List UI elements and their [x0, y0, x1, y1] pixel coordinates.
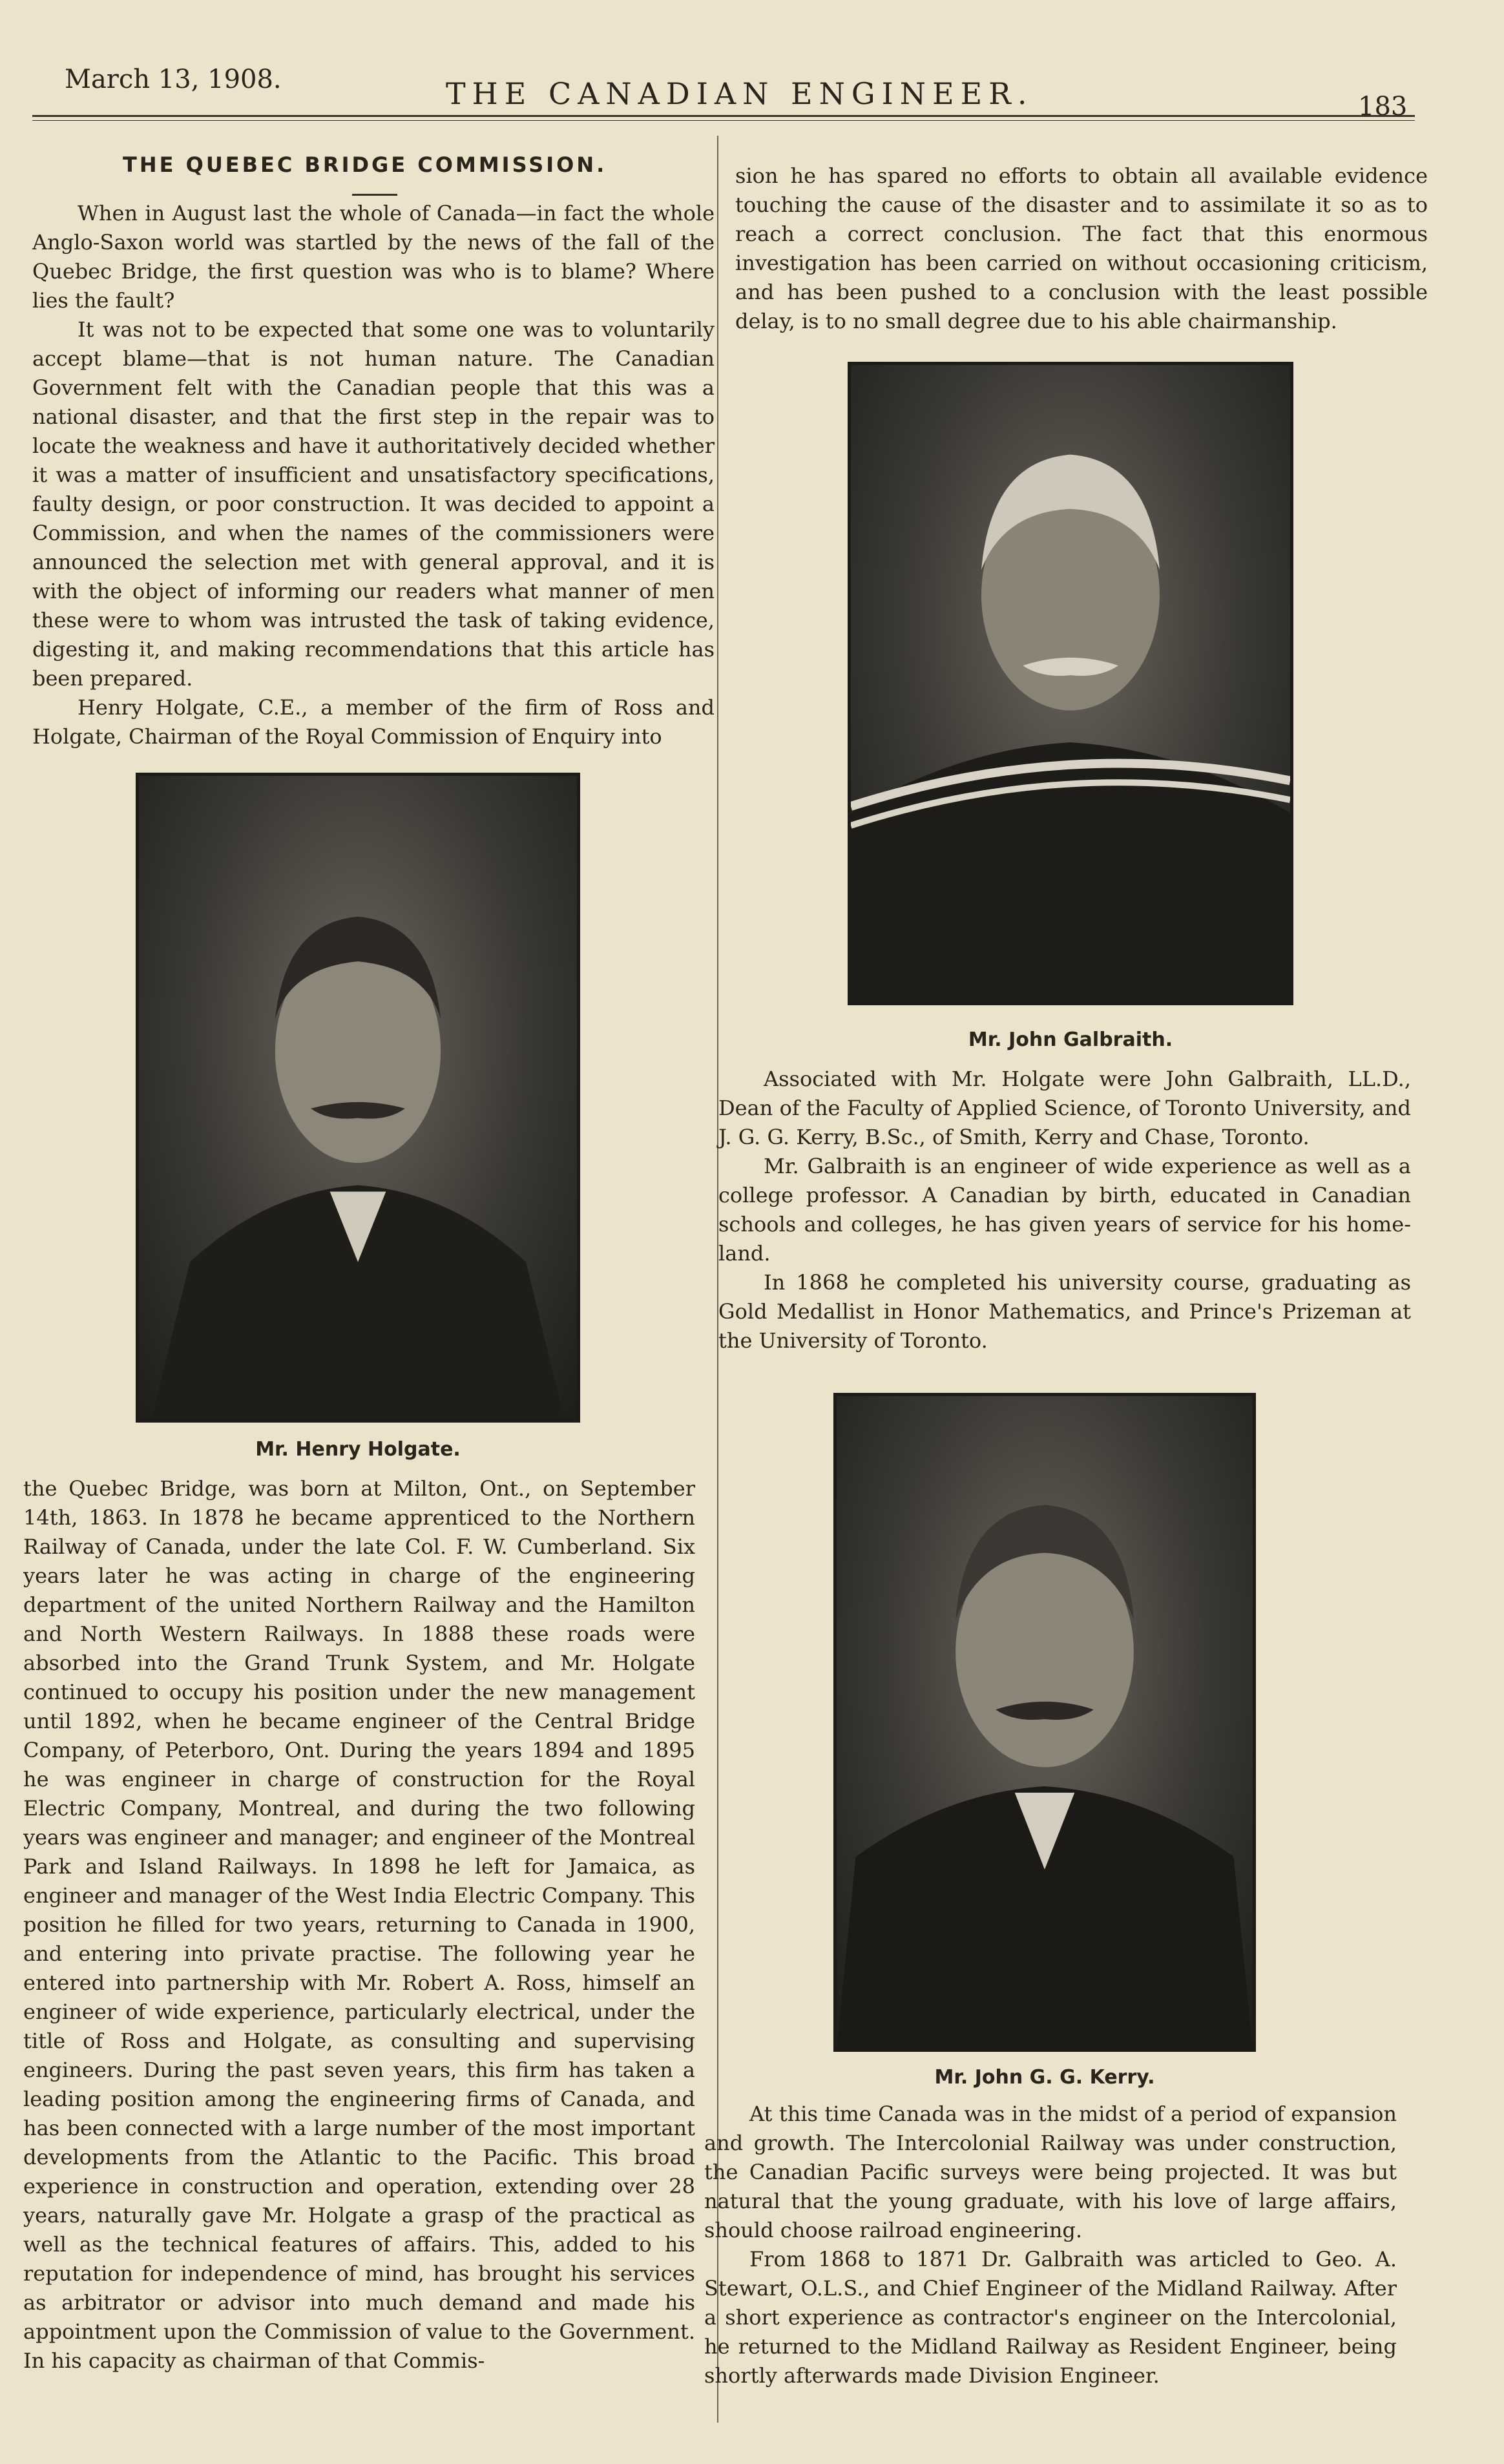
holgate-caption: Mr. Henry Holgate. — [255, 1438, 461, 1461]
left-column-top-text — [32, 199, 715, 751]
article-title: THE QUEBEC BRIDGE COMMISSION. — [123, 152, 607, 177]
portrait-figure-icon — [837, 1396, 1253, 2049]
portrait-figure-icon — [139, 776, 577, 1419]
right-column-bottom-text — [704, 2100, 1397, 2390]
issue-date: March 13, 1908. — [65, 65, 282, 94]
holgate-portrait — [136, 773, 580, 1423]
paragraph: sion he has spared no efforts to obtain all available evidence touching the cause of the disaster and to assimilate it so as to reach a correct conclusion. The fact that this enormous investigation has been carried on without occasioning criticism, and has been pushed to a conclusion with the least possible delay, is to no small degree due to his able chairmanship. — [735, 163, 1428, 333]
right-column-middle-text — [718, 1065, 1411, 1355]
paragraph: Mr. Galbraith is an engineer of wide experience as well as a college professor. A Canadian by birth, educated in Canadian schools and colleges, he has given years of service for his home-land. — [718, 1154, 1411, 1266]
galbraith-caption: Mr. John Galbraith. — [968, 1028, 1173, 1051]
paragraph: When in August last the whole of Canada—in fact the whole Anglo-Saxon world was startled by the news of the fall of the Quebec Bridge, the first question was who is to blame? Where lies the fault? — [32, 201, 715, 313]
kerry-portrait — [833, 1393, 1256, 2052]
paragraph: Associated with Mr. Holgate were John Galbraith, LL.D., Dean of the Faculty of Applied Science, of Toronto University, and J. G. G. Kerry, B.Sc., of Smith, Kerry and Chase, Toronto. — [718, 1067, 1411, 1149]
paragraph: In 1868 he completed his university course, graduating as Gold Medallist in Honor Mathematics, and Prince's Prizeman at the University of Toronto. — [718, 1270, 1411, 1353]
publication-title: THE CANADIAN ENGINEER. — [446, 76, 1034, 111]
right-column-top-text — [735, 162, 1428, 336]
galbraith-portrait — [848, 362, 1293, 1005]
paragraph: At this time Canada was in the midst of a period of expansion and growth. The Intercolonial Railway was under construction, the Canadian Pacific surveys were being projected. It was but natural that the young graduate, with his love of large affairs, should choose railroad engineering. — [704, 2102, 1397, 2242]
paragraph: the Quebec Bridge, was born at Milton, Ont., on September 14th, 1863. In 1878 he became apprenticed to the Northern Railway of Canada, under the late Col. F. W. Cumberland. Six years later he was acting in charge of the engineering department of the united Northern Railway and the Hamilton and North Western Railways. In 1888 these roads were absorbed into the Grand Trunk System, and Mr. Holgate continued to occupy his position under the new management until 1892, when he became engineer of the Central Bridge Company, of Peterboro, Ont. During the years 1894 and 1895 he was engineer in charge of construction for the Royal Electric Company, Montreal, and during the two following years was engineer and manager; and engineer of the Montreal Park and Island Railways. In 1898 he left for Jamaica, as engineer and manager of the West India Electric Company. This position he filled for two years, returning to Canada in 1900, and entering into private practise. The following year he entered into partnership with Mr. Robert A. Ross, himself an engineer of wide experience, particularly electrical, under the title of Ross and Holgate, as consulting and supervising engineers. During the past seven years, this firm has taken a leading position among the engineering firms of Canada, and has been connected with a large number of the most important developments from the Atlantic to the Pacific. This broad experience in construction and operation, extending over 28 years, naturally gave Mr. Holgate a grasp of the practical as well as the technical features of affairs. This, added to his reputation for independence of mind, has brought his services as arbitrator or advisor into much demand and made his appointment upon the Commission of value to the Government. In his capacity as chairman of that Commis- — [23, 1476, 695, 2373]
paragraph: Henry Holgate, C.E., a member of the firm of Ross and Holgate, Chairman of the Royal Commission of Enquiry into — [32, 695, 715, 749]
page-number: 183 — [1358, 92, 1408, 121]
paragraph: It was not to be expected that some one was to voluntarily accept blame—that is not human nature. The Canadian Government felt with the Canadian people that this was a national disaster, and that the first step in the repair was to locate the weakness and have it authoritatively decided whether it was a matter of insufficient and unsatisfactory specifications, faulty design, or poor construction. It was decided to appoint a Commission, and when the names of the commissioners were announced the selection met with general approval, and it is with the object of informing our readers what manner of men these were to whom was intrusted the task of taking evidence, digesting it, and making recommendations that this article has been prepared. — [32, 317, 715, 691]
title-rule — [352, 194, 397, 196]
header-rule-thin — [32, 120, 1415, 121]
left-column-bottom-text — [23, 1474, 695, 2375]
kerry-caption: Mr. John G. G. Kerry. — [934, 2066, 1155, 2089]
paragraph: From 1868 to 1871 Dr. Galbraith was articled to Geo. A. Stewart, O.L.S., and Chief Engineer of the Midland Railway. After a short experience as contractor's engineer on the Intercolonial, he returned to the Midland Railway as Resident Engineer, being shortly afterwards made Division Engineer. — [704, 2247, 1397, 2388]
header-rule — [32, 115, 1415, 117]
portrait-figure-icon — [851, 365, 1290, 1002]
